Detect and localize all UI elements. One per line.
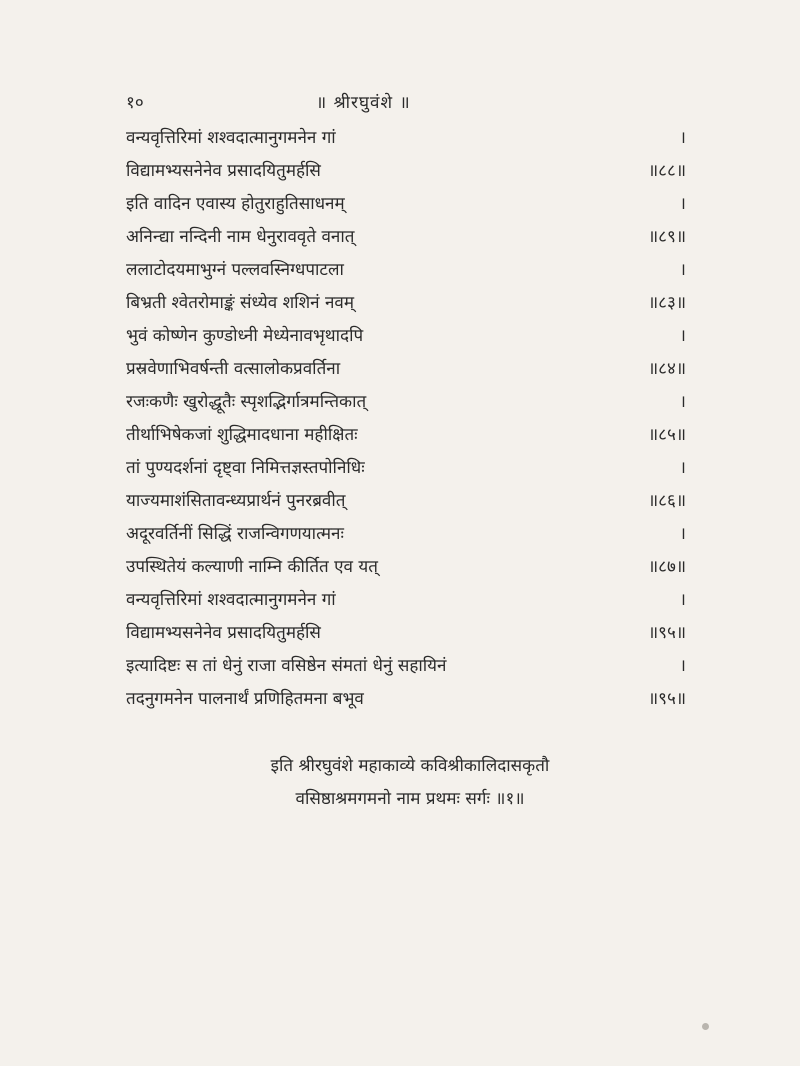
verse-line — [126, 256, 686, 284]
verse-text: तीर्थाभिषेकजां शुद्धिमादधाना महीक्षितः — [126, 425, 358, 445]
verse-number: ॥८६॥ — [647, 491, 686, 511]
verse-number: ॥८९॥ — [647, 227, 686, 247]
verse-marker: । — [679, 656, 686, 676]
verse-line — [126, 388, 686, 416]
verse-text: बिभ्रती श्वेतरोमाङ्कं संध्येव शशिनं नवम् — [126, 293, 355, 313]
verse-line — [126, 223, 686, 251]
verse-line — [126, 520, 686, 548]
verse-text: ललाटोदयमाभुग्नं पल्लवस्निग्धपाटला — [126, 260, 344, 280]
verse-number: ॥८३॥ — [647, 293, 686, 313]
page-number: १० — [126, 93, 144, 113]
verse-line — [126, 322, 686, 350]
verse-line — [126, 157, 686, 185]
verse-number: ॥८८॥ — [647, 161, 686, 181]
verse-line — [126, 454, 686, 482]
verse-number: ॥८४॥ — [647, 359, 686, 379]
verse-line — [126, 586, 686, 614]
verse-text: वन्यवृत्तिरिमां शश्वदात्मानुगमनेन गां — [126, 590, 336, 610]
verse-text: वन्यवृत्तिरिमां शश्वदात्मानुगमनेन गां — [126, 128, 336, 148]
verse-marker: । — [679, 326, 686, 346]
verse-line — [126, 289, 686, 317]
verse-line — [126, 553, 686, 581]
verse-text: तदनुगमनेन पालनार्थं प्रणिहितमना बभूव — [126, 689, 364, 709]
verse-text: रजःकणैः खुरोद्धूतैः स्पृशद्भिर्गात्रमन्तिकात् — [126, 392, 367, 412]
verse-line — [126, 652, 686, 680]
verse-text: तां पुण्यदर्शनां दृष्ट्वा निमित्तज्ञस्तपोनिधिः — [126, 458, 365, 478]
verse-text: विद्यामभ्यसनेनेव प्रसादयितुमर्हसि — [126, 623, 321, 643]
verse-number: ॥८५॥ — [647, 425, 686, 445]
verse-line — [126, 355, 686, 383]
verse-number: ॥८७॥ — [647, 557, 686, 577]
verse-marker: । — [679, 260, 686, 280]
verse-line — [126, 619, 686, 647]
verse-marker: । — [679, 458, 686, 478]
verse-text: याज्यमाशंसितावन्ध्यप्रार्थनं पुनरब्रवीत् — [126, 491, 346, 511]
verse-number: ॥९५॥ — [647, 689, 686, 709]
colophon-line-2: वसिष्ठाश्रमगमनो नाम प्रथमः सर्गः ॥१॥ — [295, 789, 525, 809]
verse-line — [126, 685, 686, 713]
ink-dot — [702, 1023, 709, 1030]
verse-text: उपस्थितेयं कल्याणी नाम्नि कीर्तित एव यत् — [126, 557, 378, 577]
verse-marker: । — [679, 392, 686, 412]
running-title: ॥ श्रीरघुवंशे ॥ — [316, 93, 411, 113]
verse-text: विद्यामभ्यसनेनेव प्रसादयितुमर्हसि — [126, 161, 321, 181]
verse-marker: । — [679, 590, 686, 610]
verse-text: प्रस्रवेणाभिवर्षन्ती वत्सालोकप्रवर्तिना — [126, 359, 341, 379]
verse-text: भुवं कोष्णेन कुण्डोध्नी मेध्येनावभृथादपि — [126, 326, 364, 346]
verse-text: अनिन्द्या नन्दिनी नाम धेनुराववृते वनात् — [126, 227, 355, 247]
verse-line — [126, 487, 686, 515]
verse-marker: । — [679, 194, 686, 214]
verse-line — [126, 190, 686, 218]
verse-line — [126, 124, 686, 152]
verse-text: इति वादिन एवास्य होतुराहुतिसाधनम् — [126, 194, 345, 214]
colophon-line-1: इति श्रीरघुवंशे महाकाव्ये कविश्रीकालिदासकृतौ — [270, 756, 550, 776]
verse-number: ॥९५॥ — [647, 623, 686, 643]
verse-marker: । — [679, 128, 686, 148]
page-header — [126, 90, 686, 114]
verse-marker: । — [679, 524, 686, 544]
verse-text: अदूरवर्तिनीं सिद्धिं राजन्विगणयात्मनः — [126, 524, 344, 544]
verse-text: इत्यादिष्टः स तां धेनुं राजा वसिष्ठेन संमतां धेनुं सहायिनं — [126, 656, 447, 676]
verse-line — [126, 421, 686, 449]
